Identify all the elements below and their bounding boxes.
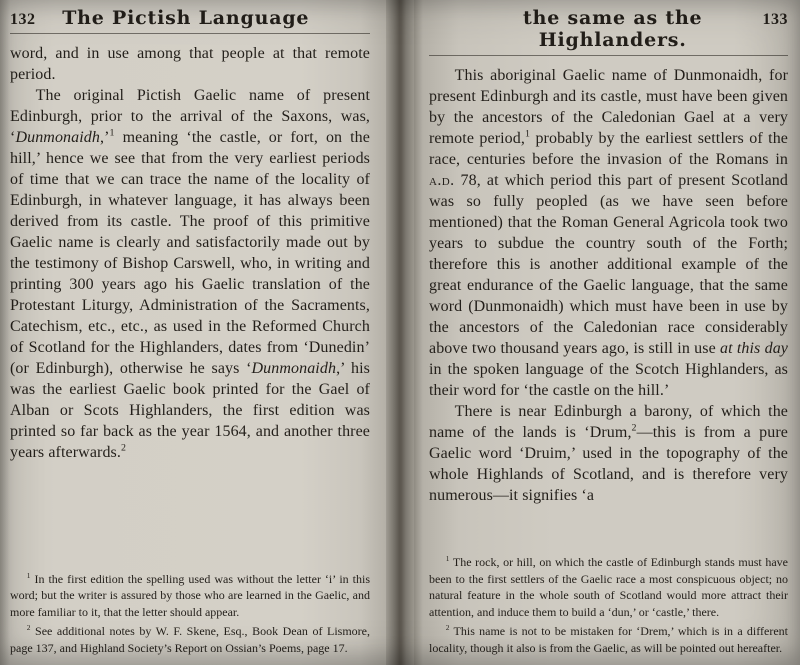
page-number-left: 132 bbox=[10, 11, 36, 28]
footnote: $^1$ In the first edition the spelling used was without the letter ‘i’ in this word; but the writer is assured by those who are learned in the Gaelic, and more familiar to it, that the letter should appear. bbox=[10, 570, 370, 619]
page-right-footnotes bbox=[429, 550, 788, 656]
page-left bbox=[0, 0, 386, 665]
footnote: $^1$ The rock, or hill, on which the castle of Edinburgh stands must have been to the first settlers of the Gaelic race a most conspicuous object; no natural feature in the whole south of Scotland would more attract their attention, and induce them to build a ‘dun,’ or ‘castle,’ there. bbox=[429, 554, 788, 619]
running-title-left: The Pictish Language bbox=[62, 7, 310, 29]
running-title-right: the same as the Highlanders. bbox=[523, 7, 703, 51]
paragraph: word, and in use among that people at that remote period. bbox=[10, 45, 370, 83]
page-right bbox=[414, 0, 800, 665]
paragraph: The original Pictish Gaelic name of present Edinburgh, prior to the arrival of the Saxons, was, ‘Dunmonaidh,’$^1$ meaning ‘the castle, or fort, on the hill,’ hence we see that from the very earliest periods of time that we can trace the name of the locality of Edinburgh, in whatever language, it has always been derived from its castle. The proof of this primitive Gaelic name is clearly and satisfactorily made out by the testimony of Bishop Carswell, who, in writing and printing 300 years ago his Gaelic translation of the Protestant Liturgy, Administration of the Sacraments, Catechism, etc., etc., as used in the Reformed Church of Scotland for the Highlanders, dates from ‘Dunedin’ (or Edinburgh), otherwise he says ‘Dunmonaidh,’ his was the earliest Gaelic book printed for the Gael of Alban or Scots Highlanders, the first edition was printed so far back as the year 1564, and another three years afterwards.$^2$ bbox=[10, 87, 370, 461]
page-right-body bbox=[429, 65, 788, 550]
paragraph: This aboriginal Gaelic name of Dunmonaidh, for present Edinburgh and its castle, must have been given by the ancestors of the Caledonian Gael at a very remote period,$^1$ probably by the earliest settlers of the race, centuries before the invasion of the Romans in a.d. 78, at which period this part of present Scotland was so fully peopled (as we have seen before mentioned) that the Roman General Agricola took two years to subdue the country south of the Forth; therefore this is another additional example of the great endurance of the Gaelic language, that the same word (Dunmonaidh) which must have been in use by the ancestors of the Caledonian race considerably above two thousand years ago, is still in use at this day in the spoken language of the Scotch Highlanders, as their word for ‘the castle on the hill.’ bbox=[429, 67, 788, 399]
page-left-body bbox=[10, 43, 370, 567]
footnote: $^2$ This name is not to be mistaken for ‘Drem,’ which is in a different locality, though it also is from the Gaelic, as will be pointed out hereafter. bbox=[429, 623, 788, 655]
book-gutter bbox=[386, 0, 414, 665]
page-left-footnotes bbox=[10, 567, 370, 657]
page-left-header bbox=[10, 7, 370, 34]
page-right-header bbox=[429, 7, 788, 56]
footnote: $^2$ See additional notes by W. F. Skene, Esq., Book Dean of Lismore, page 137, and Highland Society’s Report on Ossian’s Poems, page 17. bbox=[10, 623, 370, 655]
page-number-right: 133 bbox=[762, 11, 788, 28]
paragraph: There is near Edinburgh a barony, of which the name of the lands is ‘Drum,$^2$—this is from a pure Gaelic word ‘Druim,’ used in the topography of the whole Highlands of Scotland, and is therefore very numerous—it signifies ‘a bbox=[429, 403, 788, 504]
